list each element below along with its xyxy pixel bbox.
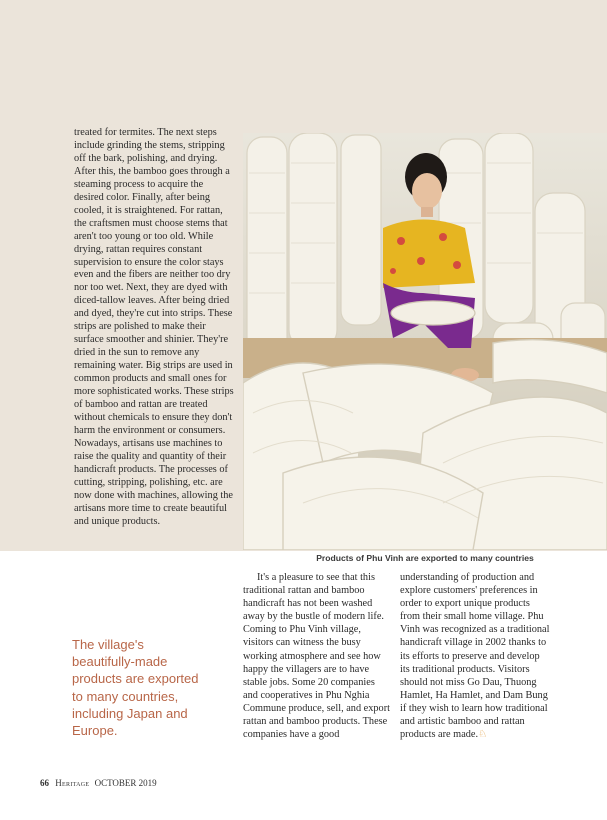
photo-caption: Products of Phu Vinh are exported to many countries bbox=[316, 553, 534, 563]
page-footer bbox=[40, 778, 157, 788]
issue-date: OCTOBER 2019 bbox=[94, 778, 157, 788]
right-column-paragraph bbox=[400, 571, 550, 741]
end-mark-icon: ♘ bbox=[478, 729, 488, 741]
right-text-column bbox=[400, 571, 550, 741]
pull-quote: The village's beautifully-made products are exported to many countries, including Japan and Europe. bbox=[72, 637, 199, 739]
feature-photo bbox=[243, 133, 607, 550]
right-column-text: understanding of production and explore customers' preferences in order to export unique products from their small home village. Phu Vinh was recognized as a traditional handicraft village in 2002 thanks to its efforts to preserve and develop its traditional products. Visitors should not miss Go Dau, Thuong Hamlet, Ha Hamlet, and Dam Bung if they wish to learn how traditional and artistic bamboo and rattan products are made. bbox=[400, 572, 550, 741]
left-column-paragraph: treated for termites. The next steps include grinding the stems, stripping off the bark, polishing, and drying. After this, the bamboo goes through a steaming process to acquire the desired color. Finally, after being cooled, it is straightened. For rattan, the craftsmen must choose stems that aren't too young or too old. While drying, rattan requires constant supervision to ensure the color stays even and the fibers are neither too dry nor too wet. Next, they are dyed with diced-tallow leaves. After being dried and dyed, they're cut into strips. These strips are polished to make their surface smoother and shinier. They're dried in the sun to remove any remaining water. Big strips are used in common products and small ones for more sophisticated works. These strips of bamboo and rattan are treated without chemicals to ensure they don't harm the environment or consumers. Nowadays, artisans use machines to raise the quality and quantity of their handicraft products. The processes of cutting, stripping, polishing, etc. are now done with machines, allowing the artisans more time to create beautiful and unique products. bbox=[74, 127, 234, 527]
rattan-weaver-illustration bbox=[243, 133, 607, 550]
left-text-column bbox=[74, 127, 234, 529]
middle-column-paragraph: It's a pleasure to see that this traditional rattan and bamboo handicraft has not been washed away by the bustle of modern life. Coming to Phu Vinh village, visitors can witness the busy working atmosphere and see how happy the villagers are to have stable jobs. Some 20 companies and cooperatives in Phu Nghia Commune produce, sell, and export rattan and bamboo products. These companies have a good bbox=[243, 572, 390, 741]
page-number: 66 bbox=[40, 778, 49, 788]
magazine-name: Heritage bbox=[55, 778, 90, 788]
middle-text-column bbox=[243, 571, 391, 741]
